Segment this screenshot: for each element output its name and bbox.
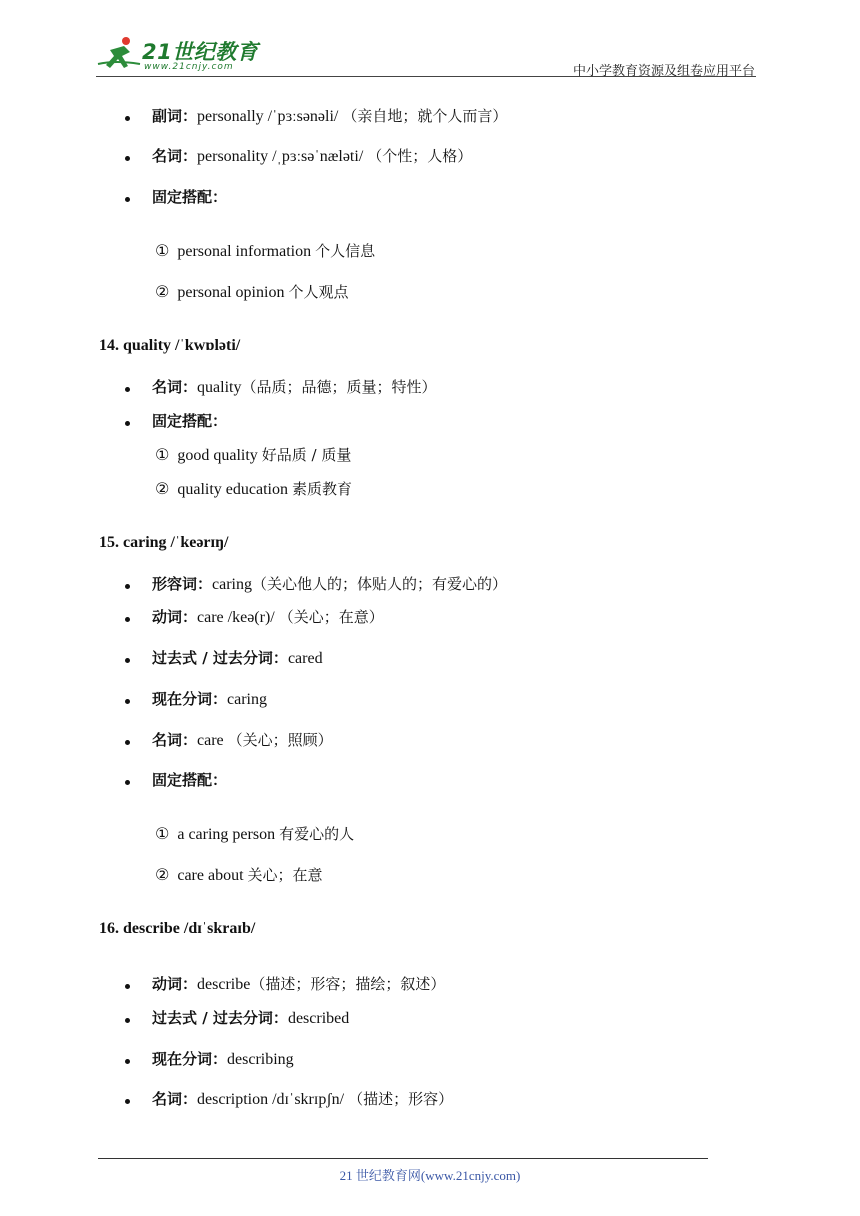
logo-text: 21世纪教育 <box>142 40 259 64</box>
chinese-meaning: 好品质 / 质量 <box>261 446 352 464</box>
chinese-meaning: 个人观点 <box>288 283 349 301</box>
phrase-item <box>155 445 351 466</box>
part-of-speech-label: 名词： <box>152 1090 198 1108</box>
part-of-speech-label: 现在分词： <box>152 1050 228 1068</box>
runner-icon <box>96 34 142 74</box>
header-divider <box>96 76 756 77</box>
chinese-meaning: 关心；在意 <box>247 866 323 884</box>
bullet-dot <box>125 740 130 745</box>
phrase-number: ② <box>155 479 170 498</box>
phrase-number: ① <box>155 824 170 843</box>
bullet-item <box>152 689 267 710</box>
english-text: caring <box>227 691 267 708</box>
part-of-speech-label: 名词： <box>152 147 198 165</box>
english-text: personality /ˌpɜːsəˈnæləti/ <box>197 148 368 165</box>
bullet-item <box>152 1089 453 1110</box>
bullet-item <box>152 574 507 595</box>
part-of-speech-label: 过去式 / 过去分词： <box>152 649 288 667</box>
bullet-dot <box>125 197 130 202</box>
footer-divider <box>98 1158 708 1159</box>
chinese-meaning: （亲自地；就个人而言） <box>342 107 508 125</box>
bullet-dot <box>125 699 130 704</box>
phrase-item <box>155 241 375 262</box>
bullet-item <box>152 648 323 669</box>
word-heading: 15. caring /ˈkeərɪŋ/ <box>99 534 229 551</box>
bullet-dot <box>125 1059 130 1064</box>
chinese-meaning: （描述；形容；描绘；叙述） <box>250 975 446 993</box>
bullet-dot <box>125 658 130 663</box>
english-text: caring <box>212 576 252 593</box>
bullet-dot <box>125 421 130 426</box>
bullet-dot <box>125 156 130 161</box>
bullet-dot <box>125 617 130 622</box>
phrase-number: ① <box>155 445 170 464</box>
bullet-item <box>152 106 507 127</box>
part-of-speech-label: 形容词： <box>152 575 213 593</box>
site-name: 中小学教育资源及组卷应用平台 <box>572 64 755 79</box>
english-text: personal information <box>177 243 316 260</box>
phrase-item <box>155 282 348 303</box>
english-text: describing <box>227 1051 294 1068</box>
bullet-item <box>152 730 333 751</box>
bullet-item <box>152 607 384 628</box>
part-of-speech-label: 动词： <box>152 975 198 993</box>
chinese-meaning: 有爱心的人 <box>279 825 355 843</box>
part-of-speech-label: 固定搭配： <box>152 771 228 789</box>
bullet-item <box>152 187 227 208</box>
chinese-meaning: （关心他人的；体贴人的；有爱心的） <box>252 575 508 593</box>
part-of-speech-label: 现在分词： <box>152 690 228 708</box>
bullet-dot <box>125 1018 130 1023</box>
english-text: good quality <box>177 447 262 464</box>
page-header <box>0 0 860 80</box>
phrase-item <box>155 479 352 500</box>
part-of-speech-label: 名词： <box>152 378 198 396</box>
bullet-dot <box>125 984 130 989</box>
phrase-number: ② <box>155 865 170 884</box>
bullet-dot <box>125 780 130 785</box>
chinese-meaning: （描述；形容） <box>348 1090 454 1108</box>
bullet-item <box>152 770 227 791</box>
bullet-dot <box>125 387 130 392</box>
chinese-meaning: （关心；照顾） <box>227 731 333 749</box>
phrase-item <box>155 865 323 886</box>
bullet-item <box>152 146 472 167</box>
bullet-item <box>152 411 227 432</box>
phrase-item <box>155 824 354 845</box>
word-heading: 14. quality /ˈkwɒləti/ <box>99 337 241 354</box>
phrase-number: ① <box>155 241 170 260</box>
part-of-speech-label: 固定搭配： <box>152 412 228 430</box>
bullet-item <box>152 1008 349 1029</box>
english-text: description /dɪˈskrɪpʃn/ <box>197 1091 349 1108</box>
english-text: personal opinion <box>177 284 289 301</box>
english-text: quality <box>197 379 242 396</box>
phrase-number: ② <box>155 282 170 301</box>
chinese-meaning: 素质教育 <box>291 480 352 498</box>
part-of-speech-label: 副词： <box>152 107 198 125</box>
english-text: care <box>197 732 228 749</box>
chinese-meaning: （关心；在意） <box>278 608 384 626</box>
part-of-speech-label: 过去式 / 过去分词： <box>152 1009 288 1027</box>
bullet-item <box>152 974 445 995</box>
chinese-meaning: （个性；人格） <box>367 147 473 165</box>
site-logo <box>96 34 266 78</box>
chinese-meaning: （品质；品德；质量；特性） <box>241 378 437 396</box>
english-text: quality education <box>177 481 292 498</box>
english-text: describe <box>197 976 251 993</box>
word-heading: 16. describe /dɪˈskraɪb/ <box>99 920 256 937</box>
bullet-dot <box>125 584 130 589</box>
part-of-speech-label: 名词： <box>152 731 198 749</box>
bullet-item <box>152 377 436 398</box>
logo-url: www.21cnjy.com <box>144 62 234 72</box>
english-text: personally /ˈpɜːsənəli/ <box>197 108 343 125</box>
bullet-dot <box>125 116 130 121</box>
english-text: described <box>287 1010 350 1027</box>
part-of-speech-label: 动词： <box>152 608 198 626</box>
bullet-dot <box>125 1099 130 1104</box>
part-of-speech-label: 固定搭配： <box>152 188 228 206</box>
english-text: a caring person <box>177 826 280 843</box>
english-text: care /keə(r)/ <box>197 609 279 626</box>
english-text: care about <box>177 867 248 884</box>
bullet-item <box>152 1049 294 1070</box>
chinese-meaning: 个人信息 <box>315 242 376 260</box>
english-text: cared <box>287 650 323 667</box>
page-footer: 21 世纪教育网(www.21cnjy.com) <box>339 1168 521 1183</box>
